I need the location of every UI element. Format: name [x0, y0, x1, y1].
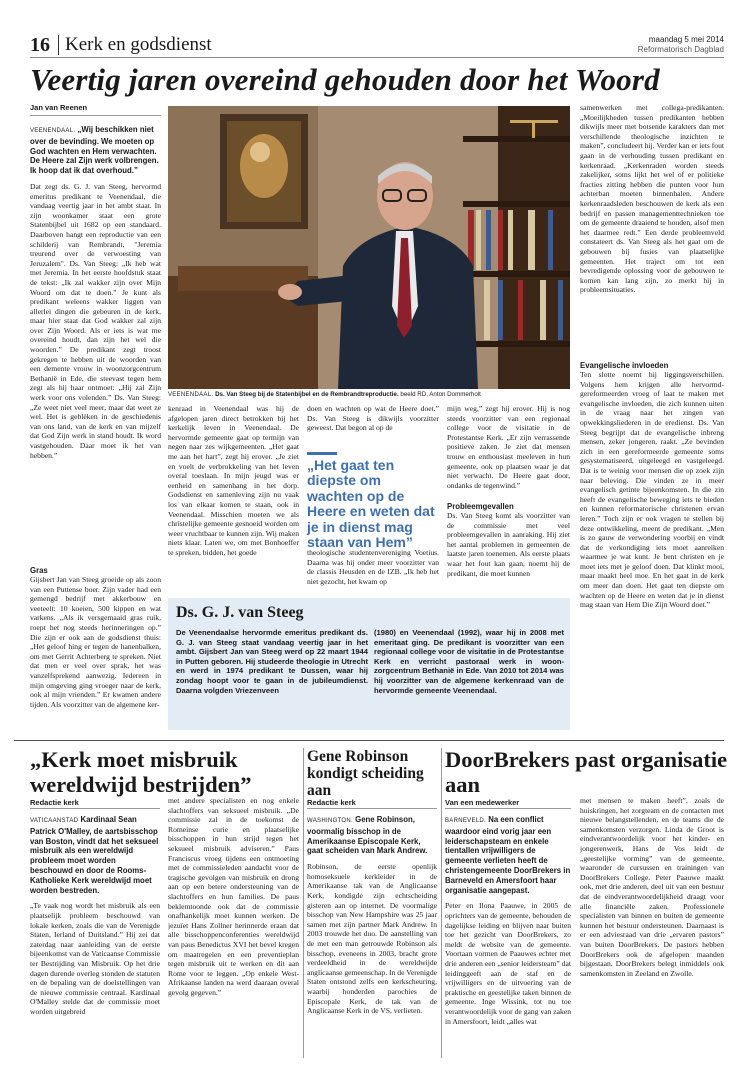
section-divider: [14, 740, 724, 741]
article4-byline-rule: [445, 808, 571, 809]
article-body-1b: Gijsbert Jan van Steeg groeide op als zoon van een Puttense boer. Zijn vader had een gemengd bedrijf met akkerbouw en veeteelt: 10 koeien, 500 kippen en wat varkens. „Als ik versgemaaid gras ruik, roept het nog steeds herinneringen op.” Die zijn er ook aan de godsdienst thuis: „Het geloof hing er tegen de hanenbalken, om met Gerrit Achterberg te spreken. Niet dat men er veel over sprak, het was vanzelfsprekend aanwezig. Iedereen in mijn omgeving ging vroeger naar de kerk, ook al mijn vrienden.” Er kwamen andere tijden. Als voorzitter van de algemene ker-: [30, 574, 161, 709]
byline-rule: [30, 115, 161, 116]
main-headline: Veertig jaren overeind gehouden door het Woord: [30, 62, 660, 97]
section-title: Kerk en godsdienst: [58, 35, 212, 55]
article3-byline: Redactie kerk: [307, 798, 356, 807]
article2-byline-rule: [30, 808, 160, 809]
article3-lead-text: Gene Robinson, voormalig bisschop in de Amerikaanse Episcopale Kerk, gaat scheiden van Mark Andrew.: [307, 815, 428, 856]
article4-body-1: Peter en Ilona Paauwe, in 2005 de oprichters van de gemeente, behouden de dagelijkse leiding en blijven naar buiten toe het gezicht van DoorBrekers, zo meldt de website van de gemeente. Voortaan vormen de Paauwes echter met drie anderen een „senior leidersteam” dat leidinggeeft aan de staf en de vrijwilligers en de uitvoering van de praktische en geestelijke taken binnen de gemeente. Inge Wissink, tot nu toe verantwoordelijk voor de gang van zaken in Amersfoort, leidt „alles wat: [445, 901, 571, 1026]
article3-byline-rule: [307, 808, 437, 809]
article-lead: [30, 125, 161, 176]
portrait-photo: [168, 106, 570, 389]
article-body-4: mijn weg,” zegt hij erover. Hij is nog steeds voorzitter van een regionaal college voor de visitatie in de Protestantse Kerk. „Er zijn verrassende positieve zaken. Je ziet dat mensen trouw en enthousiast meeleven in hun gemeente, ook op plaatsen waar je dat niet verwacht. De Heere gaat door, ondanks de tegenwind.”: [447, 404, 570, 490]
article2-dateline: VATICAANSTAD: [30, 818, 79, 824]
subhead-probleemgevallen: Probleemgevallen: [447, 502, 514, 511]
article4-headline: DoorBrekers past organisatie aan: [445, 747, 728, 797]
article3-col: [307, 815, 437, 1048]
photo-illustration: [168, 106, 570, 389]
caption-place: VEENENDAAL.: [168, 392, 214, 398]
article-body-1: Dat zegt ds. G. J. van Steeg, hervormd emeritus predikant te Veenendaal, die vandaag veertig jaar in het ambt staat. In zijn woonkamer staat een grote Statenbijbel uit 1682 op een standaard. Daarboven hangt een reproductie van een schilderij van Rembrandt, "Jeremia treurend over de verwoesting van Jeruzalem". Ds. Van Steeg: „Ik heb wat met Jeremia. In het eerste hoofdstuk staat de tekst: „Ik zal wakker zijn over Mijn Woord om dat te doen.” Je kunt als predikant weleens wakker liggen van allerlei dingen die gebeuren in de kerk, maar hier staat dat God wakker zal zijn over Zijn Woord. Als er iets is wat me overeind houdt, dan zijn het wel die woorden.” De predikant zegt troost gekregen te hebben uit de woorden van een demente vrouw in woonzorgcentrum Bethanië in Ede, die steevast tegen hem zegt als hij haar ontmoet: „Hij zal Zijn werk voor ons volenden.” Ds. Van Steeg: „Ze weet niet veel meer, maar dat weet ze wel. Het is geblèken in de geschiedenis van ons land, van de kerk en van mijzelf dat God Zijn werk in stand houdt. Ik word vastgehouden. Daar moet ik het van hebben.”: [30, 181, 161, 460]
caption-credit: beeld RD, Anton Dommerholt: [400, 391, 481, 398]
newspaper-name: Reformatorisch Dagblad: [637, 45, 724, 54]
byline: Jan van Reenen: [30, 103, 88, 112]
caption-text: Ds. Van Steeg bij de Statenbijbel en de Rembrandtreproductie.: [215, 391, 399, 398]
article3-body: Robinson, de eerste openlijk homoseksuele kerkleider in de Amerikaanse tak van de Anglicaanse Kerk, kondigde zijn echtscheiding gisteren aan op internet. De voormalige bisschop van New Hampshire was 25 jaar samen met zijn partner Mark Andrew. In 2003 trouwde het duo. De aanstelling van de met een man getrouwde Robinson als bisschop, eveneens in 2003, bracht grote verdeeldheid in de wereldwijde anglicaanse gemeenschap. In de Verenigde Staten ontstond zelfs een kerkscheuring, waarbij honderden parochies de Episcopale Kerk, de tak van de Anglicaanse Kerk in de VS, verlieten.: [307, 862, 437, 1016]
article-body-2: kenraad in Veenendaal was hij de afgelopen jaren direct betrokken bij het kerkelijk leven in Veenendaal. De hervormde gemeente gaat op termijn van negen naar zes wijkgemeenten. „Het gaat me aan het hart”, zegt hij erover. „Je ziet en voelt de verbrokkeling van het leven overal toeslaan. In mijn jeugd was er eenheid en samenhang in het dorp. Godsdienst en samenleving zijn nu vaak los van elkaar komen te staan, ook in Veenendaal. Misschien moeten we als christelijke gemeente gesnoeid worden om weer vruchtbaar te kunnen zijn. Wij maken niets klaar. Laten we, om met Bonhoeffer te spreken, bidden, het goede: [168, 404, 299, 557]
column-5: [580, 103, 724, 711]
issue-date: maandag 5 mei 2014: [648, 35, 724, 44]
subhead-gras: Gras: [30, 565, 48, 575]
article3-dateline: WASHINGTON.: [307, 818, 353, 824]
subhead-evangelische-invloeden: Evangelische invloeden: [580, 361, 669, 370]
pull-quote: [307, 452, 439, 550]
article-body-4b: Ds. Van Steeg komt als voorzitter van de commissie met veel probleemgevallen in aanraking. Hij ziet het aantal problemen in gemeenten de laatste jaren toenemen. Als eerste plaats waar het fout kan gaan, noemt hij de predikant, die moet kunnen: [447, 511, 570, 578]
dateline: VEENENDAAL.: [30, 128, 76, 134]
article4-lead-text: Na een conflict waardoor eind vorig jaar een leiderschapsteam en enkele tientallen vrijwilligers de gemeente verlieten heeft de christengemeente DoorBrekers in Barneveld en Amersfoort haar organisatie aangepast.: [445, 815, 571, 895]
profile-text-2: (1980) en Veenendaal (1992), waar hij in 2008 met emeritaat ging. De predikant is voorzitter van een regionaal college voor de visitatie in de Protestantse Kerk en verricht pastoraal werk in woon-zorgcentrum Bethanië in Ede. Van 2010 tot 2014 was hij voorzitter van de algemene kerkenraad van de hervormde gemeente Veenendaal.: [374, 628, 564, 695]
article-body-3b: theologische studentenvereniging Voetius. Daarna was hij onder meer voorzitter van de classis Heusden en de IZB. „Ik heb het niet gezocht, het kwam op: [307, 548, 439, 586]
photo-caption: [168, 391, 570, 398]
article2-lead: [30, 815, 160, 895]
column-1: [30, 103, 161, 746]
article2-headline: „Kerk moet misbruik wereldwijd bestrijden”: [30, 747, 252, 797]
page-number: 16: [30, 34, 50, 56]
article2-body-2: met andere specialisten en nog enkele slachtoffers van seksueel misbruik. „De commissie zal in de toekomst de Romeinse curie en plaatselijke bisschoppen in hun strijd tegen het seksueel misbruik adviseren.” Paus Franciscus vroeg tijdens een ontmoeting met de commissieleden aandacht voor de tragische gevolgen van misbruik en drong aan op een betere ondersteuning van de slachtoffers en hun families. De paus beklemtoonde ook dat de commissie onafhankelijk moet kunnen werken. De jezuïet Hans Zollner herinnerde eraan dat alle bisschoppenconferenties wereldwijd van paus Benedictus XVI het bevel kregen om maatregelen en een preventieplan tegen misbruik uit te werken en dit aan Rome voor te leggen. „Op enkele West-Afrikaanse landen na werd daaraan overal gevolg gegeven.”: [168, 796, 299, 997]
article4-byline: Van een medewerker: [445, 798, 520, 807]
article3-lead: [307, 815, 437, 856]
lead-text: „Wij beschikken niet over de bevinding. We moeten op God wachten en Hem verwachten. De Heere zal Zijn werk volbrengen. Ik hoop dat ik dat overhoud.”: [30, 125, 159, 176]
column-4: [447, 404, 570, 588]
article-body-5: samenwerken met collega-predikanten. „Moeilijkheden tussen predikanten hebben dikwijls meer met botsende karakters dan met verschillende theologische inzichten te maken”, concludeert hij. Verder kan er iets fout gaan in de verhouding tussen predikant en kerkenraad. „Kerkenraden worden steeds zakelijker, soms lijkt het wel of er politieke fracties zitting hebben die punten voor hun achterban moeten binnenhalen. Andere kerkenraadsleden beschouwen de kerk als een bedrijf en passen managementtechnieken toe om de gemeente draaiend te houden, alsof men het daarmee redt.” Een derde probleemveld constateert ds. Van Steeg als het gaat om de gebouwen bij fusies van plaatselijke gemeenten. Het traject om tot een bevredigende oplossing voor de gebouwen te komen kan lang zijn, zo merkt hij in probleemsituaties.: [580, 103, 724, 295]
article4-body-2: met mensen te maken heeft”, zoals de huiskringen, het zorgteam en de contacten met nieuwe belangstellenden, en de teams die de samenkomsten verzorgen. Linda de Groot is eindverantwoordelijk voor het kinder- en jongerenwerk, Hans de Vos leidt de „geestelijke vorming” van de gemeente, waaronder de cursussen en trainingen van DoorBrekers College. Peter Paauwe maakt ook, met drie anderen, deel uit van een bestuur dat de eindverantwoordelijkheid draagt voor alle financiële zaken. Professionele specialisten van binnen en buiten de gemeente kunnen het bestuur ondersteunen. Daarnaast is er een adviesraad van drie „ervaren pastors” van buiten DoorBrekers. De pastors hebben DoorBrekers ook de afgelopen maanden bijgestaan. DoorBrekers belegt inmiddels ook samenkomsten in Zeeland en Zwolle.: [580, 796, 724, 978]
article4-col1: [445, 815, 571, 1068]
quote-rule: [307, 452, 337, 455]
article3-headline: Gene Robinson kondigt scheiding aan: [307, 748, 424, 800]
article2-byline: Redactie kerk: [30, 798, 79, 807]
header-rule: [30, 57, 724, 58]
profile-title: Ds. G. J. van Steeg: [176, 604, 304, 621]
profile-text-1: De Veenendaalse hervormde emeritus predikant ds. G. J. van Steeg staat vandaag veertig jaar in het ambt. Gijsbert Jan van Steeg werd op 22 maart 1944 in Putten geboren. Hij studeerde theologie in Utrecht en werd in 1974 predikant te Dussen, waar hij zondag hoopt voor te gaan in de jubileumdienst. Daarna volgden Vriezenveen: [176, 628, 368, 695]
article-body-5b: Ten slotte noemt hij liggingsverschillen. Volgens hem krijgen alle hervormd-gereformeerden vroeg of laat te maken met evangelische invloeden, die zich kunnen uiten in de vraag naar het zingen van opwekkingsliederen in de eredienst. Ds. Van Steeg begrijpt dat de evangelische inbreng mensen, zeker jongeren, raakt. „Ze bevinden zich in een gereformeerde gemeente soms gesystematiseerd, uitgeleegd en vastgeleegd. Dat is te weinig voor mensen die op zoek zijn naar beleving. Die vinden ze in meer evangelisch getinte bijeenkomsten. In die zin heeft de evangelische beweging iets te bieden en kunnen reformatorische christenen ervan leren.” Toch zijn er ook vragen te stellen bij deze ontwikkeling, meent de predikant. „Men is zo gauw de verwondering voorbij en vindt dat de verkondiging iets moet aanreiken waarmee je wat kunt. Je bent christen en je moet iets met je geloof doen. Dat klinkt mooi, maar maakt heel moe. En het gaat in de kerk om meer dan doen. Het gaat ten diepste om wachten op de Heere en weten dat je in dienst mag staan van Hem Die Zijn Woord doet.”: [580, 370, 724, 610]
article4-dateline: BARNEVELD.: [445, 818, 487, 824]
article-divider-2: [441, 748, 442, 1058]
article2-body-1: „Te vaak nog wordt het misbruik als een plaatselijk probleem beschouwd van lokale kerken, zoals die van de Verenigde Staten, Ierland of Duitsland.” Hij zei dat zaterdag naar aanleiding van de eerste bijeenkomst van de Vaticaanse Commissie ter Bestrijding van Misbruik. Op het drie dagen durende overleg stonden de statuten en de bepaling van de doelstellingen van de nieuwe commissie centraal. Kardinaal O'Malley stelde dat de commissie moet worden uitgebreid: [30, 901, 160, 1016]
article2-col1: [30, 815, 160, 1056]
article-body-3: doen en wachten op wat de Heere doet.” Ds. Van Steeg is dikwijls voorzitter geweest. Dat begon al op de: [307, 404, 439, 433]
article4-lead: [445, 815, 571, 895]
article2-lead-text: Kardinaal Sean Patrick O'Malley, de aartsbisschop van Boston, vindt dat het seksueel misbruik als een wereldwijd probleem moet worden beschouwd en door de Rooms-Katholieke Kerk wereldwijd moet worden bestreden.: [30, 815, 159, 895]
article-divider-1: [303, 748, 304, 1058]
quote-text: „Het gaat ten diepste om wachten op de Heere en weten dat je in dienst mag staan van Hem”: [307, 457, 435, 551]
